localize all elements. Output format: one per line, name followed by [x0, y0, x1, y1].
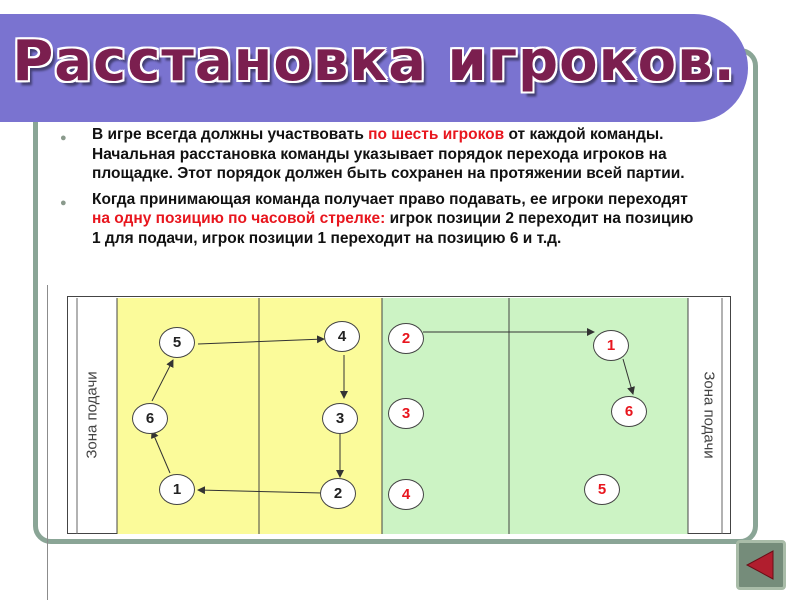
bullet-list: [60, 125, 700, 255]
player-position-4: 4: [324, 321, 360, 352]
player-position-1: 1: [593, 330, 629, 361]
slide-title: Расстановка игроков.: [12, 29, 736, 94]
bullet-highlight: по шесть игроков: [368, 126, 505, 143]
bullet-text: от каждой команды. Начальная расстановка команды указывает порядок перехода игроков на площадке. Этот порядок должен быть сохранен на протяжении всей партии.: [92, 126, 685, 183]
bullet-text: Когда принимающая команда получает право подавать, ее игроки переходят: [92, 190, 688, 208]
bullet-item: [60, 125, 700, 184]
back-button[interactable]: [736, 540, 786, 590]
serve-zone-left-label: Зона подачи: [83, 371, 101, 459]
player-position-2: 2: [320, 478, 356, 509]
player-position-3: 3: [388, 398, 424, 429]
player-position-5: 5: [159, 327, 195, 358]
bullet-highlight: на одну позицию по часовой стрелке:: [92, 210, 386, 228]
serve-zone-right-label: Зона подачи: [700, 371, 718, 459]
player-position-3: 3: [322, 403, 358, 434]
player-position-5: 5: [584, 474, 620, 505]
bullet-dot-icon: ●: [60, 196, 67, 209]
bullet-item: [60, 190, 700, 249]
player-position-6: 6: [611, 396, 647, 427]
player-position-2: 2: [388, 323, 424, 354]
bullet-text: игрок позиции 2 переходит на позицию 1 для подачи, игрок позиции 1 переходит на позицию 6 и т.д.: [92, 210, 694, 247]
bullet-text: В игре всегда должны участвовать: [92, 126, 369, 143]
back-triangle-icon: [743, 547, 779, 583]
player-position-4: 4: [388, 479, 424, 510]
player-position-6: 6: [132, 403, 168, 434]
player-position-1: 1: [159, 474, 195, 505]
slide-rule: [47, 285, 48, 600]
bullet-dot-icon: ●: [60, 132, 67, 144]
